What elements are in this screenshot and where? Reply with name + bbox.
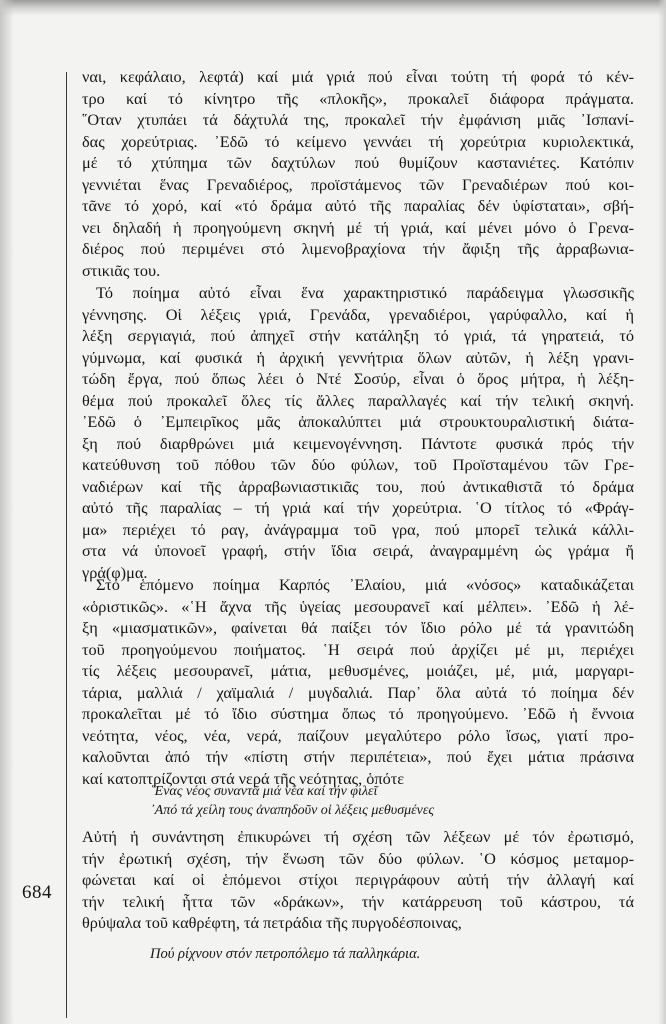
text-line: γέννησης. Οἱ λέξεις γριά, Γρενάδα, γρεναδιέροι, γαρύφαλλο, καί ἡ [82, 304, 634, 324]
scan-top-shadow [0, 0, 666, 16]
text-line: γρά(φ)μα. [82, 562, 148, 582]
text-line: τάρια, μαλλιά / χαϊμαλιά / μυγδαλιά. Παρ᾽ ὅλα αὐτά τό ποίημα δέν [82, 682, 634, 702]
margin-rule [66, 72, 67, 1018]
text-line: τᾶνε τό χορό, καί «τό δράμα αὐτό τῆς παραλίας δέν ὑφίσταται», σβή- [82, 196, 634, 215]
text-line: Στό ἑπόμενο ποίημα Καρπός ᾽Ελαίου, μιά «νόσος» καταδικάζεται [96, 575, 634, 594]
paragraph-3 [82, 574, 634, 789]
text-line: γύμνωμα, καί φυσικά ἡ ἀρχική γεννήτρια ὅλων αὐτῶν, ἡ λέξη γρανι- [82, 347, 634, 367]
scan-left-shadow [0, 0, 14, 1024]
text-line: στα νά ὑπονοεῖ γραφή, στήν ἴδια σειρά, ἀναγραμμένη ὡς γράμα ἤ [82, 541, 634, 560]
text-line: μέ τό χτύπημα τῶν δαχτύλων πού θυμίζουν καστανιέτες. Κατόπιν [82, 153, 634, 172]
text-line: τήν ἐρωτική σχέση, τήν ἕνωση τῶν δύο φύλων. ῾Ο κόσμος μεταμορ- [82, 848, 634, 868]
scan-right-shadow [658, 0, 666, 1024]
verse-line: ᾽Από τά χείλη τους ἀναπηδοῦν οἱ λέξεις μεθυσμένες [150, 803, 435, 818]
text-line: στικιᾶς του. [82, 260, 161, 280]
text-line: ναδιέρων καί τῆς ἀρραβωνιαστικιᾶς του, πού ἀντικαθιστᾶ τό δράμα [82, 476, 634, 496]
text-line: Τό ποίημα αὐτό εἶναι ἕνα χαρακτηριστικό παράδειγμα γλωσσικῆς [96, 283, 634, 302]
text-line: διέρος πού περιμένει στό λιμενοβραχίονα τήν ἄφιξη τῆς ἀρραβωνια- [82, 239, 634, 258]
text-line: θέμα πού προκαλεῖ ὅλες τίς ἄλλες παραλλαγές καί τήν τελική σκηνή. [82, 390, 634, 410]
text-line: νει δηλαδή ἡ προηγούμενη σκηνή μέ τή γριά, καί μένει μόνο ὁ Γρενα- [82, 217, 634, 237]
text-line: αὐτό τῆς παραλίας – τή γριά καί τήν χορεύτρια. ῾Ο τίτλος τό «Φράγ- [82, 498, 634, 517]
text-line: ξη πού διαρθρώνει μιά κειμενογέννηση. Πάντοτε φυσικά πρός τήν [82, 433, 634, 453]
text-line: ναι, κεφάλαιο, λεφτά) καί μιά γριά πού εἶναι τούτη τή φορά τό κέν- [82, 67, 634, 86]
text-line: λέξη σεργιαγιά, πού ἀπηχεῖ στήν κατάληξη τό γριά, τά γηρατειά, τό [82, 326, 634, 345]
text-line: φώνεται καί οἱ ἑπόμενοι στίχοι περιγράφουν αὐτή τήν ἀλλαγή καί [82, 870, 634, 889]
page-number: 684 [22, 882, 52, 903]
text-line: προκαλεῖται μέ τό ἴδιο σύστημα ὅπως τό προηγούμενο. ᾽Εδῶ ἡ ἔννοια [82, 704, 634, 723]
text-line: καί κατοπτρίζονται στά νερά τῆς νεότητας, ὁπότε [82, 768, 405, 788]
text-line: τίς λέξεις μεσουρανεῖ, μάτια, μεθυσμένες, μοιάζει, μέ, μιά, μαργαρι- [82, 661, 634, 680]
text-line: «ὁριστικῶς». «῾Η ἄχνα τῆς ὑγείας μεσουρανεῖ καί μέλπει». ᾽Εδῶ ἡ λέ- [82, 596, 634, 616]
verse-line: ῞Ενας νέος συναντᾶ μιά νέα καί τήν φιλεῖ [150, 784, 378, 799]
text-line: θρύψαλα τοῦ καθρέφτη, τά πετράδια τῆς πυργοδέσποινας, [82, 913, 462, 932]
text-line: καλοῦνται ἀπό τήν «πίστη στήν περιπέτεια», πού ἔχει μάτια πράσινα [82, 747, 634, 766]
paragraph-4 [82, 826, 634, 934]
text-line: ξη «μιασματικῶν», φαίνεται θά παίξει τόν ἴδιο ρόλο μέ τά γρανιτώδη [82, 618, 634, 637]
text-line: τοῦ προηγούμενου ποιήματος. ῾Η σειρά πού ἀρχίζει μέ μι, περιέχει [82, 639, 634, 659]
text-line: νεότητα, νέος, νέα, νερά, παίζουν μεγαλύτερο ρόλο ἴσως, γιατί προ- [82, 725, 634, 745]
closing-verse: Πού ρίχνουν στόν πετροπόλεμο τά παλληκάρια. [150, 946, 421, 962]
text-line: τώδη ἔργα, πού ὅπως λέει ὁ Ντέ Σοσύρ, εἶναι ὁ ὅρος μήτρα, ἡ λέξη- [82, 369, 634, 388]
paragraph-1 [82, 66, 634, 281]
text-line: Αὐτή ἡ συνάντηση ἐπικυρώνει τή σχέση τῶν λέξεων μέ τόν ἐρωτισμό, [82, 827, 634, 846]
paragraph-2 [82, 282, 634, 583]
text-line: τήν τελική ἧττα τῶν «δράκων», τήν κατάρρευση τοῦ κάστρου, τά [82, 891, 634, 911]
verse-quote [150, 782, 434, 820]
text-line: κατεύθυνση τοῦ πόθου τῶν δύο φύλων, τοῦ Προϊσταμένου τῶν Γρε- [82, 455, 634, 474]
text-line: ᾽Εδῶ ὁ ᾽Εμπειρῖκος μᾶς ἀποκαλύπτει μιά στρουκτουραλιστική διάτα- [82, 412, 634, 431]
text-line: ῞Οταν χτυπάει τά δάχτυλά της, προκαλεῖ τήν ἐμφάνιση μιᾶς ᾽Ισπανί- [82, 110, 634, 129]
text-line: δας χορεύτριας. ᾽Εδῶ τό κείμενο γεννάει τή χορεύτρια κυριολεκτικά, [82, 131, 634, 151]
text-line: τρο καί τό κίνητρο τῆς «πλοκῆς», προκαλεῖ διάφορα πράγματα. [82, 88, 634, 108]
text-line: μα» περιέχει τό ραγ, ἀνάγραμμα τοῦ γρα, πού μπορεῖ τελικά κάλλι- [82, 519, 634, 539]
text-line: γεννιέται ἕνας Γρεναδιέρος, προϊστάμενος τῶν Γρεναδιέρων πού κοι- [82, 174, 634, 194]
